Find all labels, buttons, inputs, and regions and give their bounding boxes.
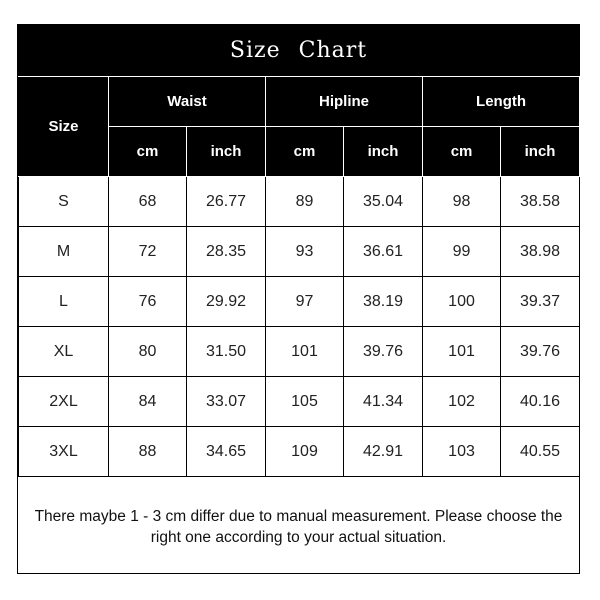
size-cell: 3XL [19, 427, 109, 477]
table-row [19, 427, 580, 477]
table-row [19, 177, 580, 227]
table-row [19, 377, 580, 427]
size-cell: L [19, 277, 109, 327]
value-cell: 29.92 [187, 277, 266, 327]
value-cell: 105 [266, 377, 344, 427]
value-cell: 28.35 [187, 227, 266, 277]
waist-group-header: Waist [109, 77, 266, 127]
value-cell: 88 [109, 427, 187, 477]
table-row [19, 327, 580, 377]
value-cell: 31.50 [187, 327, 266, 377]
unit-header: inch [187, 127, 266, 177]
value-cell: 101 [266, 327, 344, 377]
unit-header: inch [344, 127, 423, 177]
value-cell: 100 [423, 277, 501, 327]
value-cell: 38.98 [501, 227, 580, 277]
value-cell: 35.04 [344, 177, 423, 227]
value-cell: 39.76 [501, 327, 580, 377]
value-cell: 41.34 [344, 377, 423, 427]
value-cell: 109 [266, 427, 344, 477]
unit-header: cm [266, 127, 344, 177]
unit-header: inch [501, 127, 580, 177]
value-cell: 76 [109, 277, 187, 327]
size-table [18, 76, 580, 477]
value-cell: 33.07 [187, 377, 266, 427]
value-cell: 38.58 [501, 177, 580, 227]
value-cell: 36.61 [344, 227, 423, 277]
value-cell: 38.19 [344, 277, 423, 327]
hipline-group-header: Hipline [266, 77, 423, 127]
value-cell: 89 [266, 177, 344, 227]
value-cell: 42.91 [344, 427, 423, 477]
length-group-header: Length [423, 77, 580, 127]
size-column-header: Size [19, 77, 109, 177]
value-cell: 98 [423, 177, 501, 227]
value-cell: 102 [423, 377, 501, 427]
unit-header: cm [109, 127, 187, 177]
value-cell: 39.37 [501, 277, 580, 327]
value-cell: 97 [266, 277, 344, 327]
unit-header: cm [423, 127, 501, 177]
value-cell: 40.16 [501, 377, 580, 427]
size-chart [17, 24, 580, 574]
measurement-note: There maybe 1 - 3 cm differ due to manual measurement. Please choose the right one according to your actual situation. [34, 507, 563, 546]
value-cell: 103 [423, 427, 501, 477]
value-cell: 39.76 [344, 327, 423, 377]
value-cell: 34.65 [187, 427, 266, 477]
value-cell: 80 [109, 327, 187, 377]
table-row [19, 227, 580, 277]
table-row [19, 277, 580, 327]
value-cell: 84 [109, 377, 187, 427]
size-cell: 2XL [19, 377, 109, 427]
value-cell: 99 [423, 227, 501, 277]
chart-title: Size Chart [18, 25, 579, 76]
value-cell: 26.77 [187, 177, 266, 227]
value-cell: 93 [266, 227, 344, 277]
size-cell: S [19, 177, 109, 227]
value-cell: 72 [109, 227, 187, 277]
value-cell: 40.55 [501, 427, 580, 477]
value-cell: 101 [423, 327, 501, 377]
size-cell: M [19, 227, 109, 277]
value-cell: 68 [109, 177, 187, 227]
size-cell: XL [19, 327, 109, 377]
